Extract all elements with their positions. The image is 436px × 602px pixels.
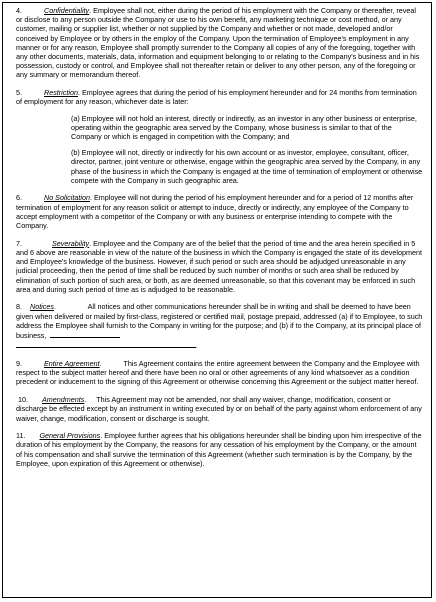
clause-entire-agreement [16, 359, 423, 387]
clause-text: This Agreement may not be amended, nor shall any waiver, change, modification, consent or discharge be effected except by an instrument in writing executed by or on behalf of the party against whom enforcement of any waiver, change, modification, consent or discharge is sought. [16, 395, 422, 423]
clause-number: 9. [16, 359, 22, 368]
clause-text: Employee shall not, either during the period of his employment with the Company or thereafter, reveal or disclose to any person outside the Company or use to his own benefit, any marketing technique or cost method, or any customer, mailing or supplier list, whether or not supplied by the Company and whether or not made, developed and/or conceived by Employee or by others in the employ of the Company. Upon the termination of Employee's employment in any manner or for any reason, Employee shall promptly surrender to the Company all copies of any of the foregoing, together with any other documents, materials, data, information and equipment belonging to or relating to the Company's business and in his possession, custody or control, and Employee shall not thereafter retain or deliver to any other person, any of the foregoing or any summary or memorandum thereof. [16, 6, 420, 80]
clause-heading-period: . [100, 431, 103, 441]
clause-number: 11. [16, 431, 26, 441]
clause-number: 5. [16, 88, 22, 98]
clause-heading-period: . [53, 302, 56, 312]
address-blank-line [50, 330, 120, 338]
clause-number: 4. [16, 6, 22, 15]
clause-notices [16, 302, 423, 350]
clause-heading-period: . [89, 193, 92, 203]
document-page [2, 2, 432, 598]
clause-heading: Restriction [44, 88, 78, 98]
clause-number: 7. [16, 238, 22, 248]
clause-confidentiality [16, 6, 423, 80]
clause-heading: Entire Agreement [44, 359, 100, 368]
clause-text: All notices and other communications hereunder shall be in writing and shall be deemed to have been given when delivered or mailed by first-class, registered or certified mail, postage prepaid, addressed (a) if to Employee, to such address the Employee shall furnish to the Company in writing for the purpose; and (b) if to the Company, at its principal place of business, [16, 302, 423, 341]
clause-no-solicitation [16, 193, 423, 230]
clause-number: 8. [16, 302, 22, 312]
clause-text: Employee will not during the period of his employment hereunder and for a period of 12 months after termination of employment for any reason solicit or attempt to induce, directly or indirectly, any employee of the Company to accept employment with a competitor of the Company or with any business or enterprise intending to compete with the Company. [16, 193, 414, 231]
clause-number: 6. [16, 193, 22, 203]
clause-restriction [16, 88, 423, 106]
clause-heading-period: . [84, 395, 87, 405]
clause-heading: Notices [30, 302, 54, 312]
clause-general-provisions [16, 431, 423, 468]
clause-text: This Agreement contains the entire agreement between the Company and the Employee with respect to the subject matter hereof and there have been no oral or other agreements of any kind whatsoever as a condition precedent or inducement to the signing of this Agreement or otherwise concerning this Agreement or the subject matter hereof. [16, 359, 420, 387]
clause-heading: Severability [52, 238, 90, 248]
clause-heading: General Provisions [39, 431, 101, 441]
clause-text: Employee and the Company are of the belief that the period of time and the area herein specified in 5 and 6 above are reasonable in view of the nature of the business in which the Company is engaged the state of its development and Employee's knowledge of the business. However, if such period or such area should be adjudged unreasonable in any judicial proceeding, then the period of time shall be reduced by such number of months or such area shall be reduced by elimination of such portion of such area, or both, as are deemed unreasonable, so that this covenant may be enforced in such area and during such period of time as is adjudged to be reasonable. [16, 238, 422, 294]
clause-heading-period: . [89, 6, 92, 15]
clause-text: Employee further agrees that his obligations hereunder shall be binding upon him irrespective of the duration of his employment by the Company, the reasons for any cessation of his employment by the Company, or the amount of his compensation and shall survive the termination of this Agreement (whether such termination is by the Company, by the Employee, upon expiration of this Agreement or otherwise). [16, 431, 422, 468]
notices-terminal-period: . [196, 341, 198, 351]
clause-heading-period: . [77, 88, 80, 98]
clause-heading-period: . [89, 238, 92, 248]
clause-heading: No Solicitation [44, 193, 90, 203]
clause-number: 10. [18, 395, 28, 405]
address-blank-line [16, 340, 198, 351]
clause-text: Employee agrees that during the period of his employment hereunder and for 24 months from termination of employment for any reason, whichever date is later: [16, 88, 417, 107]
clause-heading: Amendments [42, 395, 85, 405]
clause-amendments [16, 395, 423, 423]
subclause-b: (b) Employee will not, directly or indirectly for his own account or as investor, employee, consultant, officer, director, partner, joint venture or otherwise, engage within the geographic area served by the Company, in any phase of the business in which the Company is engaged at the time of termination of employment or otherwise compete with the Company in such geographic area. [71, 148, 423, 185]
clause-severability [16, 239, 423, 294]
clause-heading: Confidentiality [44, 6, 90, 15]
subclause-a: (a) Employee will not hold an interest, directly or indirectly, as an investor in any other business or enterprise, operating within the geographic area served by the Company, whose business is similar to that of the Company or which is engaged in competition with the Company; and [71, 113, 417, 141]
clause-heading-period: . [99, 359, 102, 368]
